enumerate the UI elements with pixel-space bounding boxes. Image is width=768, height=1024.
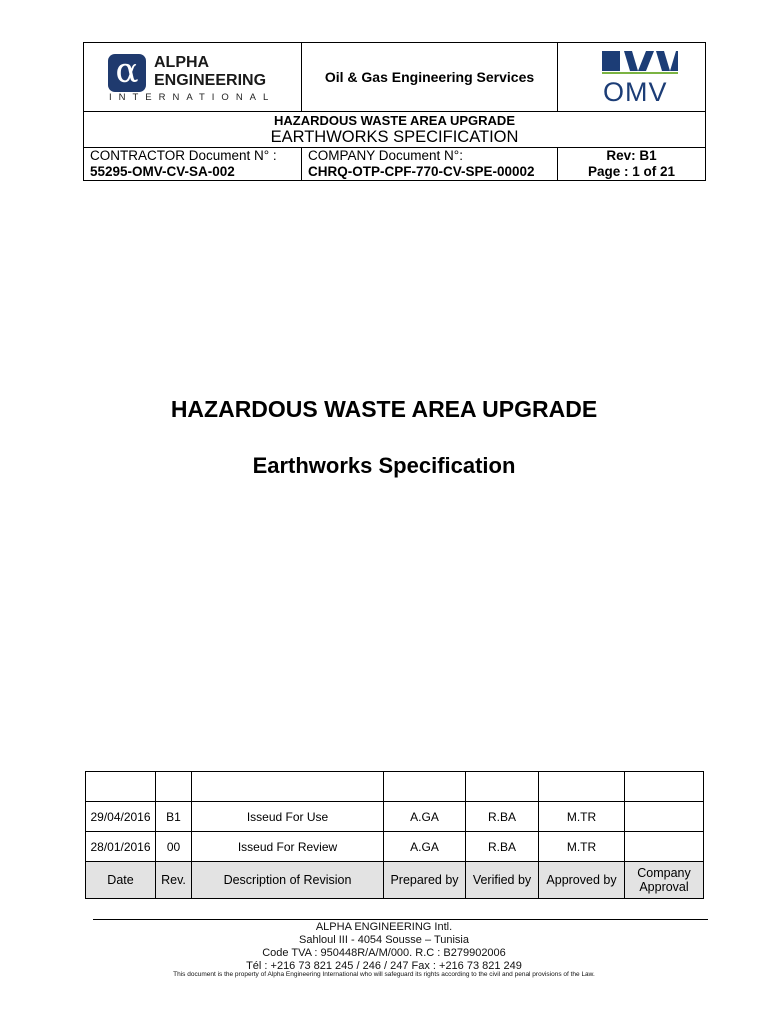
- contractor-doc-number: 55295-OMV-CV-SA-002: [90, 164, 235, 179]
- revision-table-header-row: [86, 862, 704, 899]
- revision-number: 00: [156, 832, 192, 862]
- table-row: [86, 832, 704, 862]
- revision-table: [85, 771, 704, 899]
- company-doc-number: CHRQ-OTP-CPF-770-CV-SPE-00002: [308, 164, 535, 179]
- header-doc-title: EARTHWORKS SPECIFICATION: [270, 128, 519, 146]
- footer-tva: Code TVA : 950448R/A/M/000. R.C : B279902006: [262, 947, 506, 959]
- footer-address: Sahloul III - 4054 Sousse – Tunisia: [299, 934, 469, 946]
- revision-company-approval: [625, 802, 704, 832]
- revision-approved-by: M.TR: [539, 802, 625, 832]
- contractor-doc-cell: [84, 148, 302, 181]
- omv-logo-text: OMV: [603, 77, 668, 107]
- column-header-prepared: Prepared by: [384, 862, 466, 899]
- column-header-verified: Verified by: [466, 862, 539, 899]
- omv-mark-icon: [602, 51, 678, 75]
- column-header-company-approval: Company Approval: [625, 862, 704, 899]
- alpha-logo-international: INTERNATIONAL: [109, 92, 276, 103]
- revision-company-approval: [625, 832, 704, 862]
- revision-verified-by: R.BA: [466, 832, 539, 862]
- footer-disclaimer: This document is the property of Alpha Engineering International who will safeguard its rights according to the civil and penal provisions of the Law.: [173, 971, 595, 978]
- footer-divider: [93, 919, 708, 920]
- revision-date: 29/04/2016: [86, 802, 156, 832]
- revision-description: Isseud For Review: [192, 832, 384, 862]
- alpha-logo-name: ALPHA ENGINEERING: [154, 54, 267, 89]
- revision-approved-by: M.TR: [539, 832, 625, 862]
- header-project-title: HAZARDOUS WASTE AREA UPGRADE: [274, 113, 515, 128]
- footer-company: ALPHA ENGINEERING Intl.: [315, 921, 453, 933]
- rev-page-cell: [558, 148, 706, 181]
- column-header-description: Description of Revision: [192, 862, 384, 899]
- revision-label: Rev: B1: [606, 148, 657, 163]
- revision-date: 28/01/2016: [86, 832, 156, 862]
- company-doc-cell: [302, 148, 558, 181]
- table-row: [86, 802, 704, 832]
- document-main-title: HAZARDOUS WASTE AREA UPGRADE: [170, 396, 598, 422]
- page-number: Page : 1 of 21: [587, 164, 676, 179]
- revision-description: Isseud For Use: [192, 802, 384, 832]
- column-header-date: Date: [86, 862, 156, 899]
- document-subtitle: Earthworks Specification: [252, 453, 516, 478]
- revision-prepared-by: A.GA: [384, 832, 466, 862]
- revision-verified-by: R.BA: [466, 802, 539, 832]
- revision-number: B1: [156, 802, 192, 832]
- alpha-symbol-icon: α: [108, 54, 146, 92]
- header-title-cell: [84, 112, 706, 148]
- footer-phone: Tél : +216 73 821 245 / 246 / 247 Fax : +216 73 821 249: [246, 960, 522, 972]
- company-doc-label: COMPANY Document N°:: [308, 148, 463, 163]
- column-header-rev: Rev.: [156, 862, 192, 899]
- table-row: [86, 772, 704, 802]
- alpha-engineering-logo: [84, 43, 302, 112]
- omv-logo: [558, 43, 706, 112]
- document-header-table: [83, 42, 706, 181]
- contractor-doc-label: CONTRACTOR Document N° :: [90, 148, 277, 163]
- revision-prepared-by: A.GA: [384, 802, 466, 832]
- column-header-approved: Approved by: [539, 862, 625, 899]
- services-label: Oil & Gas Engineering Services: [302, 43, 558, 112]
